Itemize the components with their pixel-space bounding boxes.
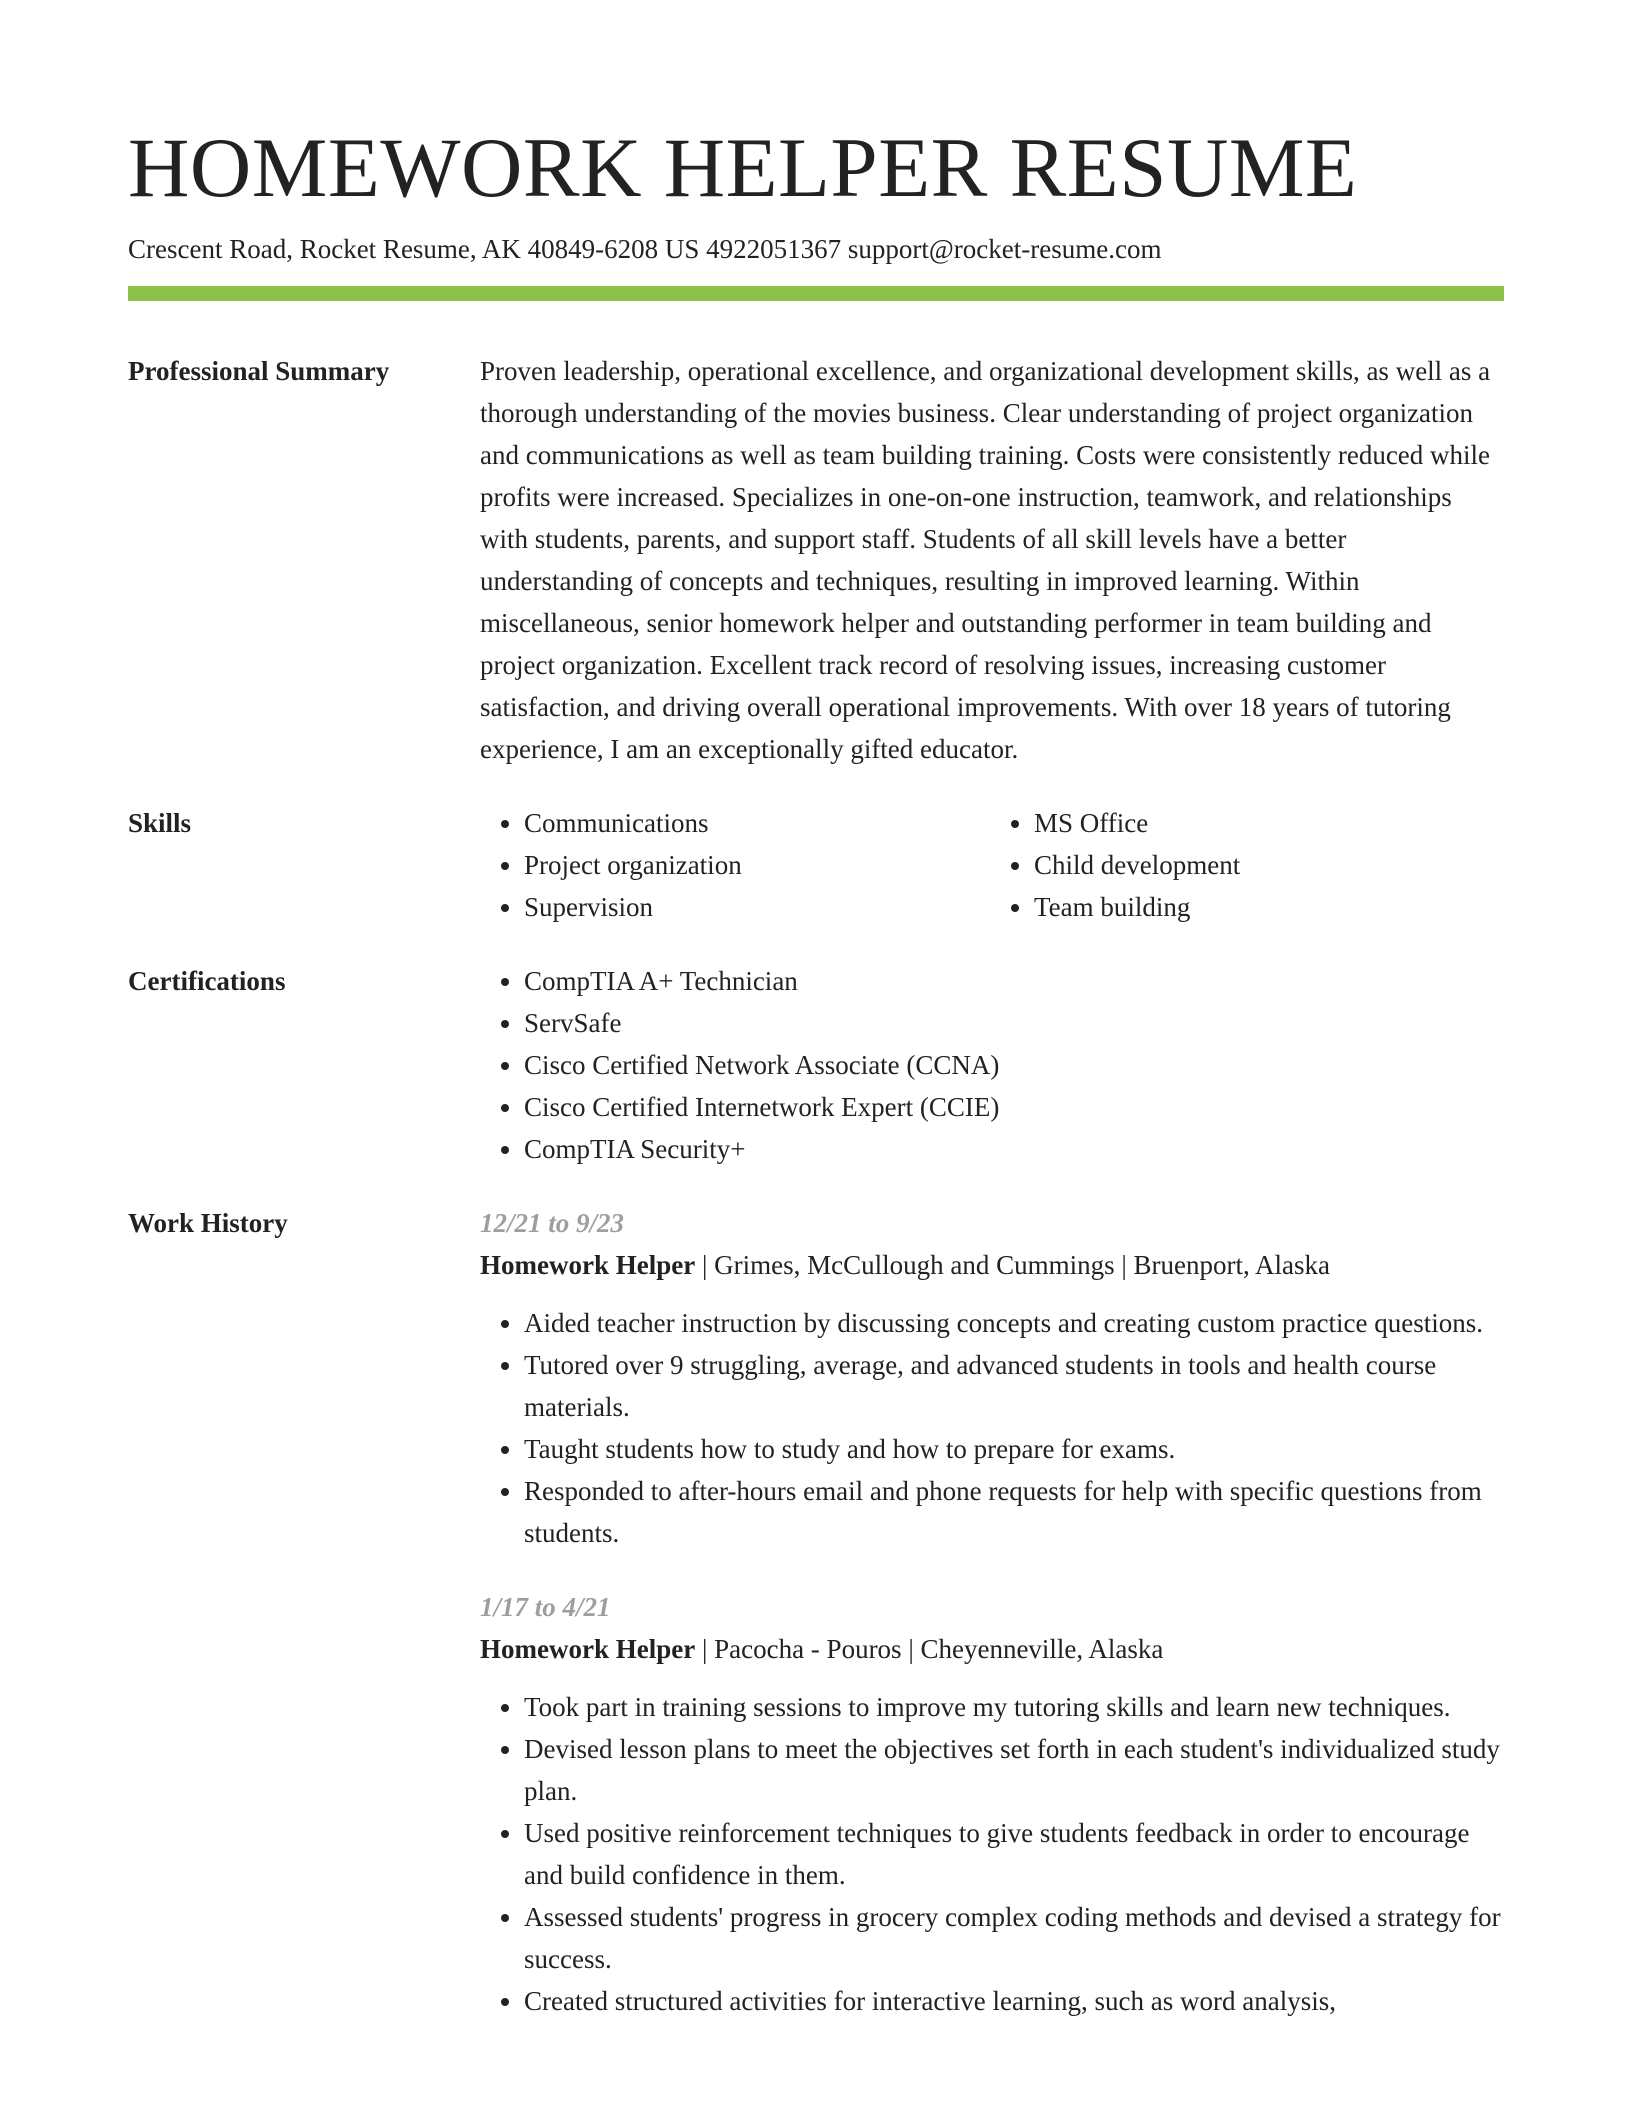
work-history-section <box>128 1202 1504 2054</box>
summary-heading: Professional Summary <box>128 356 390 386</box>
job-bullets <box>480 1302 1504 1554</box>
accent-divider <box>128 286 1504 301</box>
job-bullet: • Devised lesson plans to meet the objectives set forth in each student's individualized study plan. <box>524 1728 1504 1812</box>
certifications-body <box>480 960 1504 1170</box>
job-dates: 1/17 to 4/21 <box>480 1592 611 1622</box>
certification-item: • ServSafe <box>524 1002 1504 1044</box>
job-heading <box>480 1244 1504 1286</box>
summary-section <box>128 350 1504 770</box>
job-details: | Grimes, McCullough and Cummings | Bruenport, Alaska <box>695 1250 1330 1280</box>
job-details: | Pacocha - Pouros | Cheyenneville, Alaska <box>695 1634 1164 1664</box>
skill-item: • Project organization <box>524 844 984 886</box>
job-bullets <box>480 1686 1504 2022</box>
certification-item: • CompTIA Security+ <box>524 1128 1504 1170</box>
skill-item: • Communications <box>524 802 984 844</box>
job-bullet: • Responded to after-hours email and phone requests for help with specific questions from students. <box>524 1470 1504 1554</box>
job-title: Homework Helper <box>480 1250 696 1280</box>
skills-section <box>128 802 1504 928</box>
resume-title: HOMEWORK HELPER RESUME <box>128 121 1358 215</box>
certification-item: • CompTIA A+ Technician <box>524 960 1504 1002</box>
resume-sections <box>128 350 1504 2086</box>
job-bullet: • Created structured activities for interactive learning, such as word analysis, <box>524 1980 1504 2022</box>
skill-item: • Team building <box>1034 886 1494 928</box>
job-dates: 12/21 to 9/23 <box>480 1208 625 1238</box>
work-history-heading: Work History <box>128 1208 288 1238</box>
job-title: Homework Helper <box>480 1634 696 1664</box>
job-entry <box>480 1586 1504 2022</box>
job-bullet: • Tutored over 9 struggling, average, and advanced students in tools and health course materials. <box>524 1344 1504 1428</box>
summary-body <box>480 350 1504 770</box>
summary-text: Proven leadership, operational excellence, and organizational development skills, as well as a thorough understanding of the movies business. Clear understanding of project organization and communications as well as team building training. Costs were consistently reduced while profits were increased. Specializes in one-on-one instruction, teamwork, and relationships with students, parents, and support staff. Students of all skill levels have a better understanding of concepts and techniques, resulting in improved learning. Within miscellaneous, senior homework helper and outstanding performer in team building and project organization. Excellent track record of resolving issues, increasing customer satisfaction, and driving overall operational improvements. With over 18 years of tutoring experience, I am an exceptionally gifted educator. <box>480 356 1491 764</box>
skill-item: • MS Office <box>1034 802 1494 844</box>
job-bullet: • Aided teacher instruction by discussing concepts and creating custom practice questions. <box>524 1302 1504 1344</box>
job-bullet: • Assessed students' progress in grocery complex coding methods and devised a strategy for success. <box>524 1896 1504 1980</box>
certifications-section <box>128 960 1504 1170</box>
skills-column-2 <box>984 802 1494 928</box>
skills-heading: Skills <box>128 808 192 838</box>
certifications-list <box>480 960 1504 1170</box>
job-heading <box>480 1628 1504 1670</box>
job-bullet: • Used positive reinforcement techniques to give students feedback in order to encourage and build confidence in them. <box>524 1812 1504 1896</box>
skill-item: • Supervision <box>524 886 984 928</box>
skills-body <box>480 802 1504 928</box>
job-entry <box>480 1202 1504 1554</box>
certification-item: • Cisco Certified Network Associate (CCNA) <box>524 1044 1504 1086</box>
contact-line: Crescent Road, Rocket Resume, AK 40849-6208 US 4922051367 support@rocket-resume.com <box>128 234 1162 264</box>
skills-column-1 <box>480 802 984 928</box>
certification-item: • Cisco Certified Internetwork Expert (CCIE) <box>524 1086 1504 1128</box>
job-bullet: • Took part in training sessions to improve my tutoring skills and learn new techniques. <box>524 1686 1504 1728</box>
skill-item: • Child development <box>1034 844 1494 886</box>
job-bullet: • Taught students how to study and how to prepare for exams. <box>524 1428 1504 1470</box>
work-history-body <box>480 1202 1504 2054</box>
certifications-heading: Certifications <box>128 966 286 996</box>
